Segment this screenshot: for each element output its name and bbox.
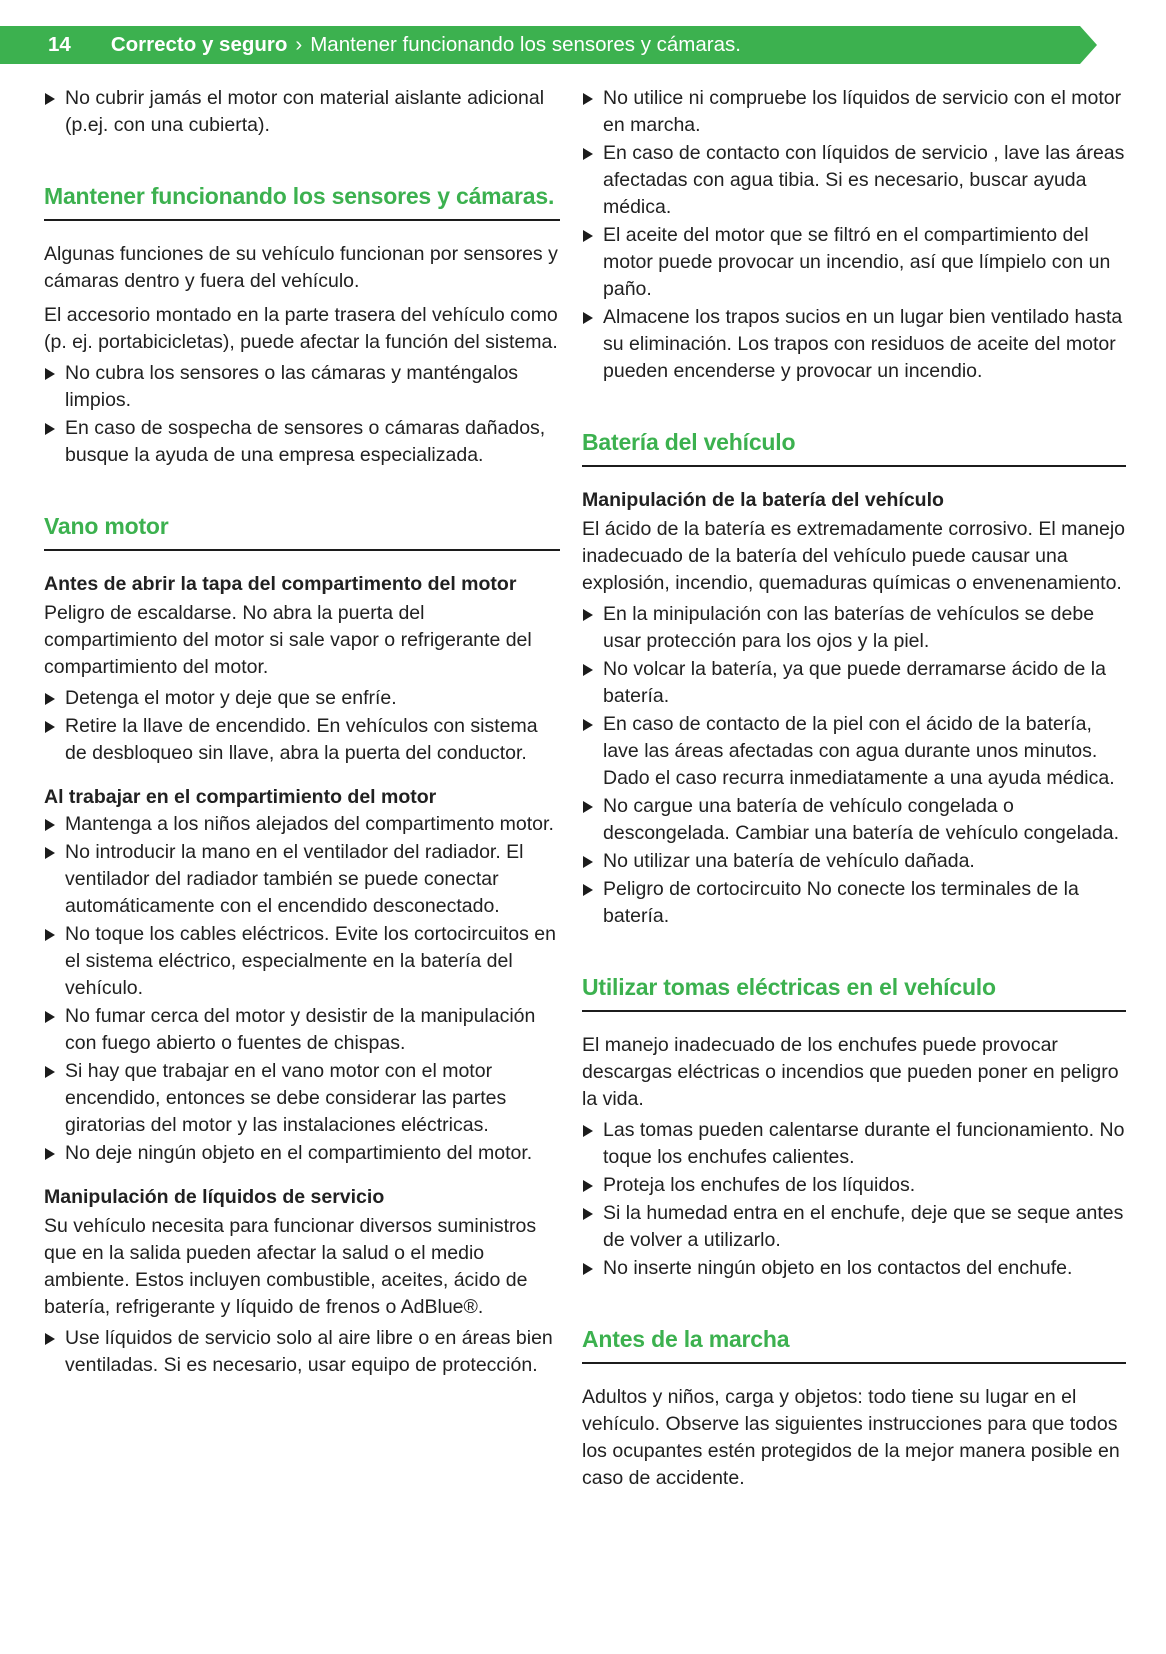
bullet-text: Si hay que trabajar en el vano motor con el motor encendido, entonces se debe considerar las partes giratorias del motor y las instalaciones eléctricas. <box>65 1060 507 1136</box>
bullet-text: El aceite del motor que se filtró en el compartimiento del motor puede provocar un incendio, así que límpielo con un paño. <box>603 224 1111 300</box>
bullet-triangle-icon <box>583 609 593 621</box>
bullet-triangle-icon <box>45 1148 55 1160</box>
bullet-item <box>582 222 1126 303</box>
bullet-triangle-icon <box>45 721 55 733</box>
page-number: 14 <box>48 33 71 56</box>
bullet-triangle-icon <box>583 801 593 813</box>
bullet-triangle-icon <box>583 664 593 676</box>
subheading: Manipulación de líquidos de servicio <box>44 1186 385 1208</box>
bullet-triangle-icon <box>583 719 593 731</box>
bullet-triangle-icon <box>45 368 55 380</box>
subheading: Manipulación de la batería del vehículo <box>582 489 944 511</box>
bullet-item <box>44 839 560 920</box>
bullet-triangle-icon <box>583 230 593 242</box>
bullet-triangle-icon <box>583 1208 593 1220</box>
bullet-item <box>582 601 1126 655</box>
bullet-item <box>44 1058 560 1139</box>
bullet-triangle-icon <box>45 1333 55 1345</box>
bullet-text: No utilizar una batería de vehículo dañada. <box>603 850 975 872</box>
bullet-triangle-icon <box>583 856 593 868</box>
bullet-triangle-icon <box>583 884 593 896</box>
bullet-item <box>582 304 1126 385</box>
bullet-triangle-icon <box>45 693 55 705</box>
bullet-text: No introducir la mano en el ventilador del radiador. El ventilador del radiador también se puede conectar automáticamente con el encendido desconectado. <box>65 841 524 917</box>
bullet-item <box>582 711 1126 792</box>
bullet-item <box>582 1200 1126 1254</box>
section-heading: Batería del vehículo <box>582 427 1126 467</box>
header-bar <box>0 26 1080 64</box>
paragraph: Su vehículo necesita para funcionar diversos suministros que en la salida pueden afectar la salud o el medio ambiente. Estos incluyen combustible, aceites, ácido de batería, refrigerante y líquido de frenos o AdBlue®. <box>44 1215 537 1318</box>
bullet-text: Use líquidos de servicio solo al aire libre o en áreas bien ventiladas. Si es necesario, usar equipo de protección. <box>65 1327 553 1376</box>
bullet-item <box>44 685 560 712</box>
bullet-item <box>582 876 1126 930</box>
section-heading: Antes de la marcha <box>582 1324 1126 1364</box>
bullet-triangle-icon <box>583 93 593 105</box>
bullet-triangle-icon <box>45 93 55 105</box>
bullet-triangle-icon <box>45 1066 55 1078</box>
paragraph: El manejo inadecuado de los enchufes puede provocar descargas eléctricas o incendios que pueden poner en peligro la vida. <box>582 1034 1119 1110</box>
left-column <box>44 85 560 1492</box>
banner-arrow-icon <box>1080 26 1097 64</box>
section-heading: Mantener funcionando los sensores y cámaras. <box>44 181 560 221</box>
bullet-text: No fumar cerca del motor y desistir de la manipulación con fuego abierto o fuentes de chispas. <box>65 1005 536 1054</box>
section-heading: Vano motor <box>44 511 560 551</box>
bullet-text: Proteja los enchufes de los líquidos. <box>603 1174 916 1196</box>
bullet-text: Si la humedad entra en el enchufe, deje que se seque antes de volver a utilizarlo. <box>603 1202 1124 1251</box>
bullet-text: No toque los cables eléctricos. Evite los cortocircuitos en el sistema eléctrico, especialmente en la batería del vehículo. <box>65 923 556 999</box>
bullet-item <box>44 1003 560 1057</box>
bullet-text: No cubrir jamás el motor con material aislante adicional (p.ej. con una cubierta). <box>65 87 545 136</box>
bullet-item <box>44 921 560 1002</box>
bullet-text: Retire la llave de encendido. En vehículos con sistema de desbloqueo sin llave, abra la puerta del conductor. <box>65 715 538 764</box>
bullet-item <box>44 415 560 469</box>
bullet-text: No utilice ni compruebe los líquidos de servicio con el motor en marcha. <box>603 87 1122 136</box>
bullet-triangle-icon <box>583 1263 593 1275</box>
bullet-triangle-icon <box>45 929 55 941</box>
bullet-triangle-icon <box>45 1011 55 1023</box>
paragraph: El accesorio montado en la parte trasera del vehículo como (p. ej. portabicicletas), puede afectar la función del sistema. <box>44 304 558 353</box>
breadcrumb-separator: › <box>295 33 303 56</box>
bullet-text: No deje ningún objeto en el compartimiento del motor. <box>65 1142 533 1164</box>
paragraph: Adultos y niños, carga y objetos: todo tiene su lugar en el vehículo. Observe las siguientes instrucciones para que todos los ocupantes estén protegidos de la mejor manera posible en caso de accidente. <box>582 1386 1120 1489</box>
bullet-triangle-icon <box>583 1180 593 1192</box>
bullet-text: Peligro de cortocircuito No conecte los terminales de la batería. <box>603 878 1079 927</box>
page-header-banner <box>0 26 1166 64</box>
bullet-triangle-icon <box>583 1125 593 1137</box>
section-heading: Utilizar tomas eléctricas en el vehículo <box>582 972 1126 1012</box>
paragraph: El ácido de la batería es extremadamente corrosivo. El manejo inadecuado de la batería del vehículo puede causar una explosión, incendio, quemaduras químicas o envenenamiento. <box>582 518 1126 594</box>
bullet-text: Almacene los trapos sucios en un lugar bien ventilado hasta su eliminación. Los trapos con residuos de aceite del motor pueden encenderse y provocar un incendio. <box>603 306 1123 382</box>
bullet-text: Las tomas pueden calentarse durante el funcionamiento. No toque los enchufes calientes. <box>603 1119 1125 1168</box>
bullet-item <box>582 1255 1126 1282</box>
bullet-item <box>582 793 1126 847</box>
bullet-text: En caso de contacto con líquidos de servicio , lave las áreas afectadas con agua tibia. Si es necesario, buscar ayuda médica. <box>603 142 1125 218</box>
bullet-text: No volcar la batería, ya que puede derramarse ácido de la batería. <box>603 658 1106 707</box>
subheading: Al trabajar en el compartimiento del motor <box>44 786 437 808</box>
bullet-item <box>44 811 560 838</box>
bullet-triangle-icon <box>45 847 55 859</box>
bullet-triangle-icon <box>45 423 55 435</box>
bullet-text: En caso de contacto de la piel con el ácido de la batería, lave las áreas afectadas con agua durante unos minutos. Dado el caso recurra inmediatamente a una ayuda médica. <box>603 713 1115 789</box>
bullet-item <box>44 1325 560 1379</box>
bullet-text: En caso de sospecha de sensores o cámaras dañados, busque la ayuda de una empresa especializada. <box>65 417 546 466</box>
bullet-item <box>582 656 1126 710</box>
chapter-title: Correcto y seguro <box>110 33 288 56</box>
bullet-item <box>582 140 1126 221</box>
bullet-item <box>44 360 560 414</box>
bullet-text: No cargue una batería de vehículo congelada o descongelada. Cambiar una batería de vehículo congelada. <box>603 795 1120 844</box>
paragraph: Peligro de escaldarse. No abra la puerta del compartimiento del motor si sale vapor o refrigerante del compartimiento del motor. <box>44 602 532 678</box>
bullet-item <box>44 1140 560 1167</box>
bullet-text: Mantenga a los niños alejados del compartimento motor. <box>65 813 554 835</box>
bullet-text: Detenga el motor y deje que se enfríe. <box>65 687 397 709</box>
section-subtitle: Mantener funcionando los sensores y cámaras. <box>310 33 741 56</box>
bullet-item <box>582 1172 1126 1199</box>
subheading: Antes de abrir la tapa del compartimento del motor <box>44 573 517 595</box>
right-column <box>582 85 1126 1492</box>
paragraph: Algunas funciones de su vehículo funcionan por sensores y cámaras dentro y fuera del vehículo. <box>44 243 558 292</box>
bullet-text: En la minipulación con las baterías de vehículos se debe usar protección para los ojos y la piel. <box>603 603 1095 652</box>
bullet-triangle-icon <box>45 819 55 831</box>
bullet-item <box>582 85 1126 139</box>
bullet-text: No cubra los sensores o las cámaras y manténgalos limpios. <box>65 362 519 411</box>
page-content <box>0 64 1166 1492</box>
bullet-text: No inserte ningún objeto en los contactos del enchufe. <box>603 1257 1073 1279</box>
bullet-triangle-icon <box>583 312 593 324</box>
bullet-item <box>582 848 1126 875</box>
bullet-item <box>582 1117 1126 1171</box>
bullet-item <box>44 85 560 139</box>
bullet-item <box>44 713 560 767</box>
bullet-triangle-icon <box>583 148 593 160</box>
